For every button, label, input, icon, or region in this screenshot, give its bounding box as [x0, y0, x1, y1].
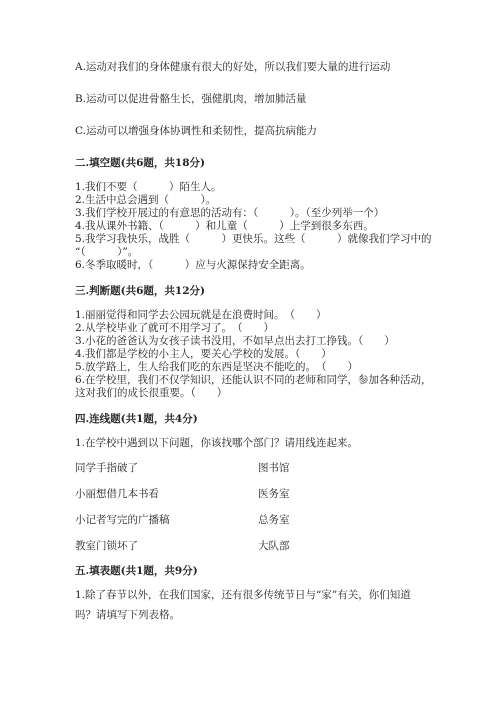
match-right-item: 大队部	[258, 540, 290, 552]
match-left-item: 小记者写完的广播稿	[75, 514, 170, 526]
match-right-item: 图书馆	[258, 462, 290, 474]
connect-prompt: 1.在学校中遇到以下问题，你该找哪个部门？请用线连起来。	[75, 437, 359, 449]
table-question-line: 1.除了春节以外，在我们国家，还有很多传统节日与“家”有关，你们知道	[75, 589, 411, 601]
fill-item: “（ ）”。	[75, 246, 139, 258]
fill-item: 4.我从课外书籍、（ ）和儿童（ ）上学到很多东西。	[75, 220, 374, 232]
judge-item: 5.放学路上，生人给我们吃的东西是坚决不能吃的。 （ ）	[75, 361, 359, 373]
judge-item: 6.在学校里，我们不仅学知识，还能认识不同的老师和同学，参加各种活动，	[75, 374, 432, 386]
judge-item: 1.丽丽觉得和同学去公园玩就是在浪费时间。 （ ）	[75, 309, 327, 321]
match-right-item: 总务室	[258, 514, 290, 526]
fill-section-heading: 二.填空题(共6题，共18分)	[75, 157, 206, 169]
match-left-item: 小丽想借几本书看	[75, 488, 159, 500]
fill-item: 6.冬季取暖时，（ ）应与火源保持安全距离。	[75, 259, 311, 271]
fill-item: 5.我学习我快乐，战胜（ ）更快乐。这些（ ）就像我们学习中的	[75, 233, 432, 245]
fill-item: 3.我们学校开展过的有意思的活动有：（ ）。（至少列举一个）	[75, 207, 385, 219]
judge-section-heading: 三.判断题(共6题，共12分)	[75, 285, 206, 297]
match-right-item: 医务室	[258, 488, 290, 500]
table-question-line: 吗？请填写下列表格。	[75, 609, 180, 621]
connect-section-heading: 四.连线题(共1题，共4分)	[75, 413, 198, 425]
match-left-item: 同学手指破了	[75, 462, 138, 474]
option-b: B.运动可以促进骨骼生长，强健肌肉，增加肺活量	[75, 93, 307, 105]
option-c: C.运动可以增强身体协调性和柔韧性，提高抗病能力	[75, 125, 317, 137]
table-section-heading: 五.填表题(共1题，共9分)	[75, 565, 198, 577]
match-left-item: 教室门锁坏了	[75, 540, 138, 552]
judge-item: 这对我们的成长很重要。（ ）	[75, 387, 228, 399]
judge-item: 3.小花的爸爸认为女孩子读书没用，不如早点出去打工挣钱。（ ）	[75, 335, 395, 347]
fill-item: 2.生活中总会遇到（ ）。	[75, 194, 217, 206]
option-a: A.运动对我们的身体健康有很大的好处，所以我们要大量的进行运动	[75, 61, 391, 73]
judge-item: 4.我们都是学校的小主人，要关心学校的发展。（ ）	[75, 348, 332, 360]
fill-item: 1.我们不要（ ）陌生人。	[75, 181, 222, 193]
judge-item: 2.从学校毕业了就可不用学习了。 （ ）	[75, 322, 275, 334]
